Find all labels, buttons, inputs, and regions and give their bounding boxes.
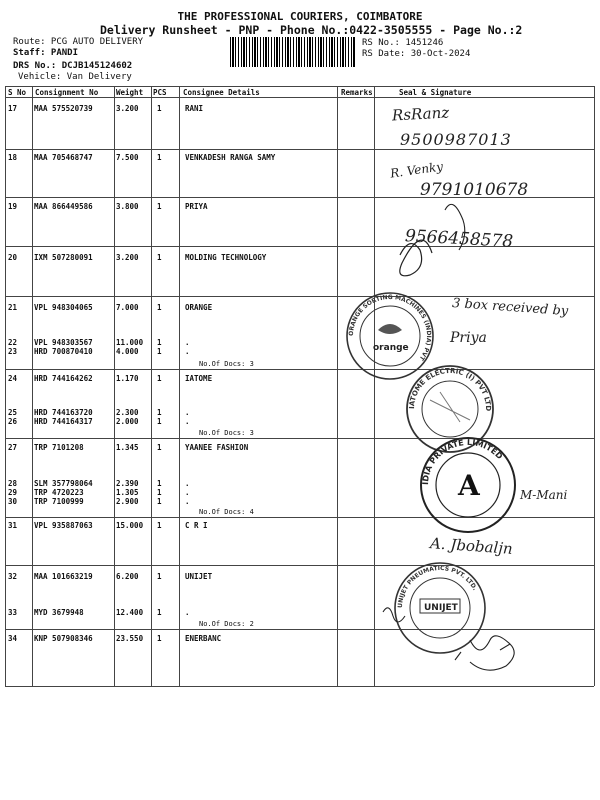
row-pcs: 1 [157,417,162,426]
header-pcs: PCS [153,88,167,97]
signature-scribble [400,240,432,276]
row-pcs: 1 [157,408,162,417]
row-weight: 6.200 [116,572,139,581]
rs-date: RS Date: 30-Oct-2024 [362,49,471,59]
header-consignee: Consignee Details [183,88,260,97]
row-weight: 2.300 [116,408,139,417]
row-weight: 3.200 [116,253,139,262]
row-consignment: IXM 507280091 [34,253,93,262]
row-consignee: IATOME [185,374,213,383]
phone-venkadesh: 9791010678 [420,180,529,200]
row-consignee: MOLDING TECHNOLOGY [185,253,267,262]
row-consignee: . [185,417,190,426]
signature-scribble [470,636,514,670]
row-weight: 3.200 [116,104,139,113]
row-weight: 1.305 [116,488,139,497]
row-sno: 29 [8,488,18,497]
svg-text:ORANGE SORTING MACHINES (INDIA: ORANGE SORTING MACHINES (INDIA) PVT [347,293,433,362]
row-consignee: . [185,497,190,506]
row-weight: 1.170 [116,374,139,383]
row-consignment: HRD 700870410 [34,347,93,356]
row-consignee: C R I [185,521,208,530]
phone-priya: 9566458578 [404,226,514,252]
row-consignment: TRP 4720223 [34,488,84,497]
row-pcs: 1 [157,488,162,497]
row-pcs: 1 [157,202,162,211]
row-consignee: RANI [185,104,204,113]
header-seal: Seal & Signature [399,88,472,97]
staff: Staff: PANDI [13,48,79,58]
unijet-stamp [395,563,485,653]
row-consignee: . [185,479,190,488]
row-sno: 24 [8,374,18,383]
row-consignee: . [185,338,190,347]
row-consignee: ENERBANC [185,634,222,643]
row-weight: 11.000 [116,338,144,347]
yaanee-stamp-letter: A [458,469,480,502]
row-consignment: TRP 7100999 [34,497,84,506]
row-sno: 26 [8,417,18,426]
drs-number: DRS No.: DCJB145124602 [13,61,133,71]
row-pcs: 1 [157,303,162,312]
row-consignee: YAANEE FASHION [185,443,249,452]
row-consignee: UNIJET [185,572,213,581]
row-consignment: MAA 866449586 [34,202,93,211]
row-consignee: PRIYA [185,202,208,211]
row-pcs: 1 [157,443,162,452]
row-pcs: 1 [157,572,162,581]
company-title: THE PROFESSIONAL COURIERS, COIMBATORE [177,10,423,23]
row-consignee: ORANGE [185,303,213,312]
signature-priya: Priya [450,330,487,346]
row-consignee: VENKADESH RANGA SAMY [185,153,276,162]
signature-scribble [383,608,405,622]
row-sno: 25 [8,408,18,417]
row-pcs: 1 [157,347,162,356]
row-sno: 34 [8,634,18,643]
phone-rani: 9500987013 [400,130,512,149]
row-pcs: 1 [157,374,162,383]
row-pcs: 1 [157,608,162,617]
row-pcs: 1 [157,338,162,347]
header-weight: Weight [116,88,144,97]
row-sno: 19 [8,202,18,211]
row-weight: 2.390 [116,479,139,488]
svg-text:UNIJET PNEUMATICS PVT. LTD.: UNIJET PNEUMATICS PVT. LTD. [396,564,479,609]
row-consignment: SLM 357798064 [34,479,93,488]
received-note: 3 box received by [451,295,569,320]
row-sno: 23 [8,347,18,356]
header-remarks: Remarks [341,88,373,97]
row-sno: 18 [8,153,18,162]
doc-count: No.Of Docs: 4 [199,508,254,516]
row-sno: 27 [8,443,18,452]
row-sno: 28 [8,479,18,488]
row-consignee: . [185,488,190,497]
header-consignment: Consignment No [35,88,99,97]
signature-rani: RsRanz [391,103,450,125]
row-consignment: VPL 948303567 [34,338,93,347]
signature-mani: M-Mani [520,488,568,502]
row-consignment: VPL 935887063 [34,521,93,530]
row-consignment: KNP 507908346 [34,634,93,643]
row-consignment: MYD 3679948 [34,608,84,617]
row-weight: 12.400 [116,608,144,617]
doc-count: No.Of Docs: 3 [199,360,254,368]
row-pcs: 1 [157,153,162,162]
row-pcs: 1 [157,253,162,262]
row-pcs: 1 [157,497,162,506]
row-weight: 2.000 [116,417,139,426]
row-consignment: MAA 101663219 [34,572,93,581]
row-consignment: MAA 705468747 [34,153,93,162]
row-consignee: . [185,608,190,617]
row-consignment: MAA 575520739 [34,104,93,113]
row-weight: 15.000 [116,521,144,530]
row-sno: 31 [8,521,18,530]
route: Route: PCG AUTO DELIVERY [13,37,144,47]
doc-count: No.Of Docs: 3 [199,429,254,437]
row-sno: 32 [8,572,18,581]
row-consignment: HRD 744163720 [34,408,93,417]
orange-stamp [347,293,433,379]
doc-count: No.Of Docs: 2 [199,620,254,628]
row-consignee: . [185,408,190,417]
orange-stamp-label: orange [373,343,409,353]
svg-text:IATOME ELECTRIC (I) PVT LTD: IATOME ELECTRIC (I) PVT LTD [407,366,493,412]
row-pcs: 1 [157,479,162,488]
rs-number: RS No.: 1451246 [362,38,444,48]
row-weight: 7.500 [116,153,139,162]
row-weight: 7.000 [116,303,139,312]
row-weight: 1.345 [116,443,139,452]
yaanee-stamp [421,438,515,532]
unijet-stamp-label: UNIJET [424,603,458,613]
vehicle: Vehicle: Van Delivery [18,72,132,82]
row-sno: 21 [8,303,18,312]
row-sno: 20 [8,253,18,262]
row-pcs: 1 [157,104,162,113]
signature-venkadesh: R. Venky [389,159,444,181]
row-sno: 30 [8,497,18,506]
row-pcs: 1 [157,521,162,530]
row-consignment: HRD 744164317 [34,417,93,426]
row-weight: 3.800 [116,202,139,211]
row-sno: 22 [8,338,18,347]
row-consignment: VPL 948304065 [34,303,93,312]
row-weight: 4.000 [116,347,139,356]
signature-cri: A. Jbobaljn [429,534,514,558]
row-weight: 2.900 [116,497,139,506]
row-weight: 23.550 [116,634,144,643]
signature-scribble [445,204,465,250]
header-sno: S No [8,88,27,97]
row-sno: 17 [8,104,18,113]
row-consignment: TRP 7101208 [34,443,84,452]
row-consignment: HRD 744164262 [34,374,93,383]
svg-text:IDIA PRIVATE LIMITED: IDIA PRIVATE LIMITED [420,437,505,486]
row-consignee: . [185,347,190,356]
row-pcs: 1 [157,634,162,643]
runsheet-title: Delivery Runsheet - PNP - Phone No.:0422-3505555 - Page No.:2 [100,23,523,37]
row-sno: 33 [8,608,18,617]
